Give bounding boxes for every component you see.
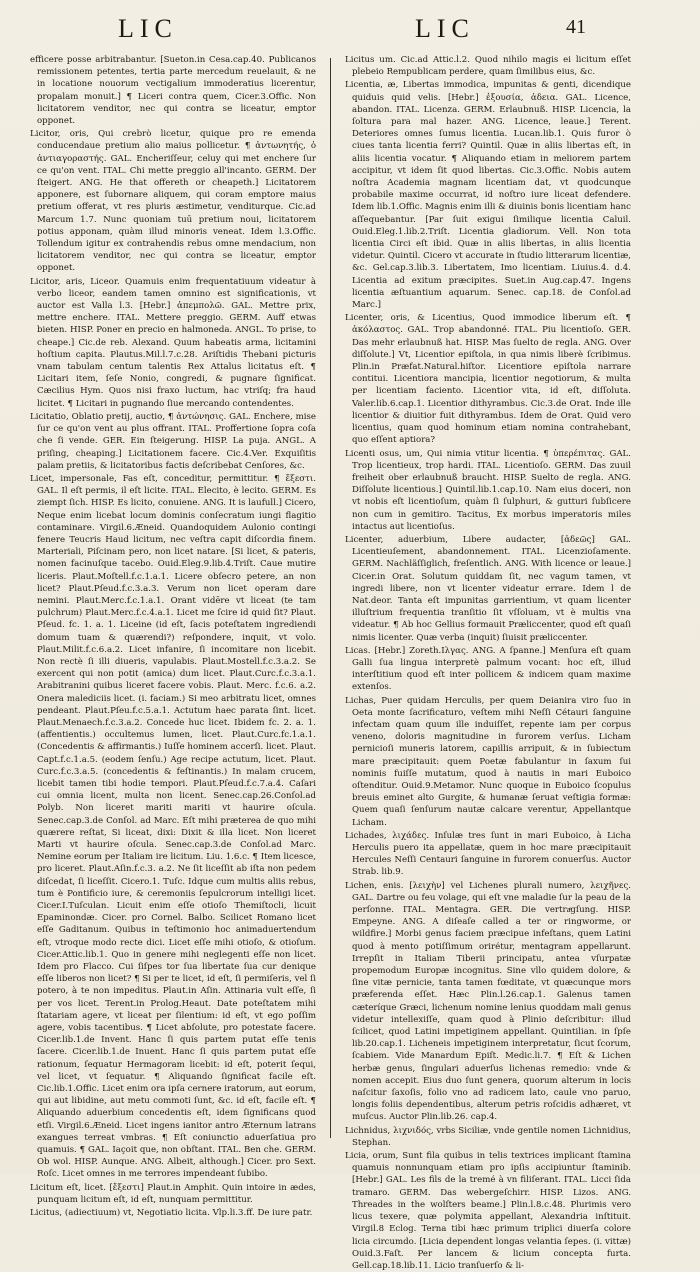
entry-licitus: Licitus, (adiectiuum) vt, Negotiatio licita. Vlp.li.3.ff. De iure patr.	[30, 1208, 313, 1219]
entry-lichas: Lichas, Puer quidam Herculis, per quem Deianira viro ſuo in Oeta monte ſacrificaturo, veſtem mihi Neſſi Cétauri ſanguine infectam quam quum ille induiſſet, repente iam per corpus veneno, doloris magnitudine in furorem verſus. Licham pernicioſi muneris latorem, capillis arripuit, & in ſubiectum mare præcipitauit: quem Poetæ fabulantur in ſaxum ſui nominis fuiſſe mutatum, quod à nautis in mari Euboico oſtenditur. Ouid.9.Metamor. Nunc quoque in Euboico ſcopulus breuis eminet alto Gurgite, & humanæ ſeruat veſtigia formæ: Quem quaſi ſenſurum nautæ calcare verentur, Appellantque Licham.	[345, 695, 631, 828]
entry-licitor: Licitor, aris, Liceor. Quamuis enim frequentatiuum videatur à verbo liceor, eandem tamen omnino est significationis, vt auctor est Valla l.3. [Hebr.] ἀπεμπολῶ. GAL. Mettre prix, mettre enchere. ITAL. Mettere preggio. GERM. Auff etwas bieten. HISP. Poner en precio en halmoneda. ANGL. To prise, to cheape.] Cic.de reb. Alexand. Quum habeatis arma, licitamini hoſtium capita. Plautus.Mil.l.7.c.28. Ariſtidis Thebani picturis vnam tabulam centum talentis Rex Attalus licitatus eſt. ¶ Licitari item, ſeſe Nonio, congredi, & pugnare ſignificat. Cæcilius Hym. Quos nisi fraxo luctum, hac vtriſq; fra haud licitet. ¶ Licitari in pugnando ſiue mercando contendentes.	[30, 276, 316, 409]
entry-licentior: Licenter, oris, & Licentius, Quod immodice liberum eſt. ¶ ἀκόλαστος. GAL. Trop abandonné. ITAL. Piu licentioſo. GER. Das mehr erlaubnuß hat. HISP. Mas ſuelto de regla. ANG. Over diſſolute.] Vt, Licentior epiſtola, in qua nimis liberè ſcribimus. Plin.in Præfat.Natural.hiſtor. Licentiore epiſtola narrare contitui. Licentiora mancipia, licentior negotiorum, & multa per licentiam faciento. Licentior vita, id eſt, diſſoluta. Valer.lib.6.cap.1. Licentior dithyrambus. Cic.3.de Orat. Inde ille licentior & diuitior fuit dithyrambus. Idem de Orat. Quid vero licentius, quam quod hominum etiam nomina contrahebant, quo eſſent aptiora?	[345, 313, 631, 446]
entry-licet: Licet, impersonale, Fas eſt, conceditur, permittitur. ¶ ἔξεστι. GAL. Il eſt permis, il eſt licite. ITAL. Elecito, è lecito. GERM. Es ziempt ſich. HISP. Es licito, conuiene. ANG. It is laufull.] Cicero, Neque enim licebat locum dominis conſecratum iungi flagitio contaminare. Virgil.6.Æneid. Quandoquidem Aulonio contingi fenere Teucris Haud licitum, nec veſtra capit diſcordia finem. Marteriali, Piſcinam pero, non licet natare. [Si licet, & pateris, nomen facinuſque tacebo. Ouid.Eleg.9.lib.4.Triſt. Caue mutire liceris. Plaut.Moſtell.f.c.1.a.1. Licere obſecro petere, an non licet? Plaut.Pſeud.f.c.3.a.3. Verum non licet operam dare nemini. Plaut.Merc.f.c.1.a.1. Orant vidēre vt liceat (te tam pulchrum) Plaut.Merc.f.c.4.a.1. Licet me ſcire id quid ſit? Plaut. Pſeud. fc. 1. a. 1. Liceine (id eſt, ſacis poteſtatem ingrediendi domum tuam & quærendi?) reſpondere, inquit, vt volo. Plaut.Milit.f.c.6.a.2. Licet infanire, ſi incomitare non licebit. Non rectè ſi illi diueris, vapulabis. Plaut.Mostell.f.c.3.a.2. Se exercent qui non potit (amica) dum licet. Plaut.Curc.f.c.3.a.1. Arabitranini quibus liceret facere vobis. Plaut. Merc. f.c.6. a.2. Onera malediciis licet. (i. faciam.) Si meo arbitratu licet, omnes pendeant. Plaut.Pſeu.f.c.5.a.1. Actutum haec parata ſint. licet. Plaut.Menaech.f.c.3.a.2. Concede huc licet. Ibidem fc. 2. a. 1. (affentientis.) occultemus lumen, licet. Plaut.Curc.fc.1.a.1. (Concedentis & affirmantis.) Iuſſe hominem accerſi. licet. Plaut. Capt.f.c.1.a.5. (eodem ſenſu.) Age recipe actutum, licet. Plaut. Curc.f.c.3.a.5. (concedentis & feſtinantis.) In malam crucem, licebit tamen tibi hodie tempori. Plaut.Pſeud.f.c.7.a.4. Caſari cui omnia licent, multa non licent. Senec.cap.26.Conſol.ad Polyb. Non liceret mariti mariti vt haurire oſcula. Senec.cap.3.de Conſol. ad Marc. Eſt mihi præterea de quo mihi quærere reſtat, Si liceat, dixi: Dixit & illa licet. Non liceret Marti vt haurire oſcula. Senec.cap.3.de Conſol.ad Marc. Nemine eorum per Italiam ire licitum. Liu. 1.6.c. ¶ Item licesce, pro liceret. Plaut.Aſin.f.c.3. a.2. Ne ſit liceſſit ab iſta non pedem diſcedat, ſi liceſſit. Cicero.1. Tuſc. Idque cum multis aliis rebus, tum è Pontificio iure, & ceremoniis ſepulcrorum intelligi licet. Cicer.I.Tuſculan. Licuit enim eſſe otioſo Themiſtocli, licuit Epaminondæ. Cicer. pro Cornel. Balbo. Scilicet Romano licet eſſe Gaditanum. Quibus in teſtimonio hoc animaduertendum eſt, vtroque modo recte dici. Licet eſſe mihi otioſo, & otioſum. Cicer.Attic.lib.1. Quo in genere mihi neglegenti eſſe non licet. Idem pro Flacco. Cui ſiſpes tor ſua libertate ſua cur denique eſſe liberos non licet? ¶ Si per te licet, id eſt, ſi permiſeris, vel ſi potero, à te non impeditus. Plaut.in Aſin. Attinaria vult eſſe, ſi per vos licet. Terent.in Prolog.Heaut. Date poteſtatem mihi ſtatariam agere, vt liceat per ſilentium: id eſt, vt ego poſſim agere, vobis tacentibus. ¶ Licet abſolute, pro potestate facere. Cicer.lib.1.de Invent. Hanc ſi quis partem putat eſſe tenis ſacere. Cicer.lib.1.de Inuent. Hanc ſi quis partem putat eſſe rationum, ſequatur Hermagoram licebit: id eſt, poterit ſequi, vel licet, vt ſequatur. ¶ Aliquando ſignificat facile eſt. Cic.lib.1.Offic. Licet enim ora ipſa cernere iratorum, aut eorum, qui aut libidine, aut metu commoti ſunt, &c. id eſt, facile eſt. ¶ Aliquando aduerbium concedentis eſt, idem ſignificans quod etſi. Virgil.6.Æneid. Licet ingens ianitor antro Æternum latrans exangues terreat vmbras. ¶ Eſt coniunctio aduerſatiua pro quamuis. ¶ GAL. Iaçoit que, non obſtant. ITAL. Ben che. GERM. Ob wol. HISP. Aunque. ANG. Albeit, although.] Cicer. pro Sext. Roſc. Licet omnes in me terrores impendeant ſubibo.	[30, 473, 316, 1180]
column-divider	[330, 58, 331, 1138]
entry-lichnidus: Lichnidus, λιχνιδός, vrbs Siciliæ, vnde gentile nomen Lichnidius, Stephan.	[345, 1125, 631, 1148]
entry-licentia: Licentia, æ, Libertas immodica, impunitas & genti, dicendique quiduis quid velis. [Hebr.] ἐξουσία, ἀδεια. GAL. Licence, abandon. ITAL. Licenza. GERM. Erlaubnuß. HISP. Licencia, la ſoltura para mal hazer. ANG. Licence, leaue.] Terent. Deteriores omnes ſumus licentia. Lucan.lib.1. Quis furor ò ciues tanta licentia ferri? Quintil. Quæ in aliis libertas eſt, in aliis licentia vocatur. ¶ Aliquando etiam in meliorem partem accipitur, vt idem ſit quod libertas. Cic.3.Offic. Nobis autem noſtra Academia magnam licentiam dat, vt quodcunque probabile maxime occurrat, id noſtro iure liceat defendere. Idem lib.1.Offic. Magnis enim illi & diuinis bonis licentiam hanc aſſequebantur. [Par ſuit exigui ſimilique licentia Caluil. Ouid.Eleg.1.lib.2.Triſt. Licentia gladiorum. Vell. Non tota licentia Circi eſt ibid. Quæ in aliis libertas, in aliis licentia videtur. Quintil. Cicero vt accurate in ſtudio litterarum licentiæ, &c. Gel.cap.3.lib.3. Libertatem, Imo licentiam. Liuius.4. d.4. Licentia ad exitum præcipites. Suet.in Aug.cap.47. Ingens licentia æſtuantium aquarum. Senec. cap.18. de Conſol.ad Marc.]	[345, 80, 631, 311]
running-head	[0, 14, 700, 54]
entry-lichades: Lichades, λιχάδες. Inſulæ tres ſunt in mari Euboico, à Licha Herculis puero ita appellatæ, quem in hoc mare præcipitauit Hercules Neſſi Centauri ſanguine in furorem conuerſus. Auctor Strab. lib.9.	[345, 830, 631, 878]
right-column	[345, 54, 631, 1271]
entry-licenter: Licenter, aduerbium, Libere audacter, [ἀδεῶς] GAL. Licentieuſement, abandonnement. ITAL. Licenzioſamente. GERM. Nachläſſiglich, freſentlich. ANG. With licence or leaue.] Cicer.in Orat. Solutum quiddam ſit, nec vagum tamen, vt ingredi libere, non vt licenter videatur errare. Idem l de Nat.deor. Tanta eſt impunitas garrientium, vt quam licenter illuſtrium frequentia tranſitio ſit vſſoluam, vt è multis vna videatur. ¶ Ab hoc Gellius formauit Præliccenter, quod eſt quaſi nimis licenter. Quæ verba (inquit) ſiuisit præliccenter.	[345, 534, 631, 643]
entry-licia: Licia, orum, Sunt fila quibus in telis textrices implicant ſtamina quamuis nonnunquam etiam pro ipſis accipiuntur ſtaminib. [Hebr.] GAL. Les fils de la tremé à vn filiſerant. ITAL. Licci ſida tramaro. GERM. Das webergeſchirr. HISP. Lizos. ANG. Threades in the wolſters beame.] Plin.l.8.c.48. Plurimis vero licus texere, quæ polymita appellant, Alexandria inſtituit. Virgil.8 Eclog. Terna tibi hæc primum triplici diuerſa colore licia circumdo. [Licia dependent longas velantia ſepes. (i. vittæ) Ouid.3.Faſt. Per lancem & licium concepta furta. Gell.cap.18.lib.11. Licio tranſuerſo & li-	[345, 1151, 631, 1271]
running-head-left: LIC	[118, 14, 178, 43]
entry-licitator: Licitor, oris, Qui crebrò licetur, quique pro re emenda conducendaue pretium alio maius pollicetur. ¶ ἀντωνητής, ὁ ἀντιαγοραστής. GAL. Encheriſſeur, celuy qui met enchere ſur ce qu'on vent. ITAL. Chi mette preggio all'incanto. GERM. Der ſteigert. ANG. He that offereth or cheapeth.] Licitatorem apponere, est ſubornare aliquem, qui coram emptore maius pretium offerat, vt res pluris æstimetur, venditurque. Cic.ad Marcum 1.7. Nunc quoniam tuū pretium noui, licitatorem potius apponam, quàm illud minoris veneat. Idem l.3.Offic. Tollendum igitur ex contrahendis rebus omne mendacium, non licitatorem venditor, nec qui contra se liceatur, emptor opponet.	[30, 129, 316, 274]
entry-lichen: Lichen, enis. [λειχὴν] vel Lichenes plurali numero, λειχῆνες. GAL. Dartre ou feu volage, qui eſt vne maladie ſur la peau de la perſonne. ITAL. Mentagra. GER. Die vertraͤgſung. HISP. Empeyne. ANG. A diſeaſe called a ter or ringworme, or wildfire.] Morbi genus faciem præcipue infeſtans, quem Latini quod à mento potiſſimum orirétur, mentagram appellarunt. Irrepſit in Italiam Tiberii principatu, antea vſurpatæ propemodum Europæ incognitus. Sine vllo quidem dolore, & ſine vitæ pernicie, tanta tamen fœditate, vt quæcunque mors præferenda eſſet. Hæc Plin.l.26.cap.1. Galenus tamen cæteríque Græci, lichenum nomine lenius quoddam mali genus videtur intellexiſſe, quam quod à Plinio deſcribitur: illud ſcilicet, quod Latini impetiginem appellant. Quintilian. in ſpſe lib.20.cap.1. Licheneis impetiginem interpretatur, ſicut ſcorum, ſcabiem. Vide Manardum Epiſt. Medic.li.7. ¶ Eſt & Lichen herbæ genus, ſingulari aduerſus lichenas remedio: vnde & nomen accepit. Eius duo ſunt genera, quorum alterum in locis naſcitur ſaxoſis, folio vno ad radicem lato, caule vno paruo, longis foliis dependentibus, alterum petris roſcidis adhæret, vt muſcus. Auctor Plin.lib.26. cap.4.	[345, 880, 631, 1123]
page-number: 41	[566, 16, 586, 38]
left-column	[30, 54, 316, 1219]
entry-liceri-contra: efficere posse arbitrabantur. [Sueton.in Cesa.cap.40. Publicanos remissionem petentes, tertia parte mercedum reuelauit, & ne in locatione nouorum vectigalium immoderatius licerentur, propalam monuit.] ¶ Liceri contra quem, Cicer.3.Offic. Non licitatorem venditor, nec qui contra se liceatur, emptor opponet.	[30, 55, 316, 127]
entry-licentiosus: Licenti osus, um, Qui nimia vtitur licentia. ¶ ὑπερέπιτας. GAL. Trop licentieux, trop hardi. ITAL. Licentioſo. GERM. Das zuuil freiheit ober erlaubnuß braucht. HISP. Suelto de regla. ANG. Diſſolute licentious.] Quintil.lib.1.cap.10. Nam eius doceri, non vt nobis eſt licentioſum, quàm ſi ſulphuri, & gutturi ſubſicere non cum in gemitiro. Tacitus, Ex morbus imperatoris miles intactus aut licentioſus.	[345, 448, 631, 532]
running-head-right: LIC	[415, 14, 475, 43]
entry-licitum-est: Licitum eſt, licet. [ἔξεστι] Plaut.in Amphit. Quin intoire in ædes, punquam licitum eſt, id eſt, nunquam permittitur.	[30, 1182, 316, 1205]
entry-licitus-cont: Licitus um. Cic.ad Attic.l.2. Quod nihilo magis ei licitum eſſet plebeio Rempublicam perdere, quam ſimilibus eius, &c.	[345, 55, 631, 78]
entry-licas: Licas. [Hebr.] Zoreth.Ιλγας. ANG. A ſpanne.] Menſura eſt quam Galli ſua lingua interpretè palmum vocant: hoc eſt, illud interſtitium quod eſt inter pollicem & indicem quam maxime extenſos.	[345, 645, 631, 693]
entry-licitatio: Licitatio, Oblatio pretij, auctio, ¶ ἀντώνησις. GAL. Enchere, mise ſur ce qu'on vent au plus offrant. ITAL. Proffertione ſopra coſa che ſi vende. GER. Ein ſteigerung. HISP. La puja. ANGL. A priſing, cheaping.] Licitationem facere. Cic.4.Ver. Exquiſitis palam pretiis, & licitatoribus factis deſcribebat Cenſores, &c.	[30, 411, 316, 471]
